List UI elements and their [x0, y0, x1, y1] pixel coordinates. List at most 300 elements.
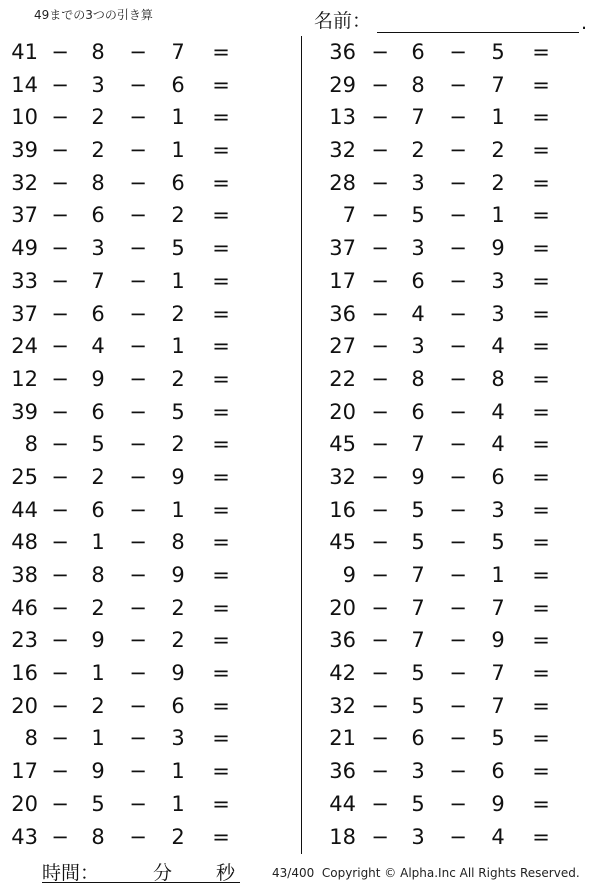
minus-sign: −	[129, 268, 147, 293]
minus-sign: −	[51, 203, 69, 228]
first-number: 16	[11, 661, 38, 686]
minus-sign: −	[371, 40, 389, 64]
equals-sign: =	[532, 170, 550, 195]
equals-sign: =	[532, 105, 550, 130]
equals-sign: =	[212, 236, 230, 261]
third-number: 7	[171, 40, 185, 64]
second-number: 5	[91, 791, 105, 816]
equals-sign: =	[212, 170, 230, 195]
problem-row	[320, 755, 600, 788]
second-number: 5	[411, 530, 425, 555]
third-number: 2	[171, 366, 185, 391]
minus-sign: −	[51, 824, 69, 849]
equals-sign: =	[532, 301, 550, 326]
third-number: 5	[171, 236, 185, 261]
third-number: 7	[491, 661, 505, 686]
minus-sign: −	[371, 105, 389, 130]
equals-sign: =	[532, 268, 550, 293]
third-number: 2	[171, 595, 185, 620]
first-number: 20	[329, 399, 356, 424]
equals-sign: =	[532, 791, 550, 816]
third-number: 3	[171, 726, 185, 751]
minus-sign: −	[129, 72, 147, 97]
first-number: 39	[11, 138, 38, 163]
second-number: 6	[411, 399, 425, 424]
minus-sign: −	[129, 236, 147, 261]
minus-sign: −	[371, 399, 389, 424]
second-number: 3	[411, 824, 425, 849]
minus-sign: −	[371, 595, 389, 620]
minus-sign: −	[129, 40, 147, 64]
third-number: 6	[171, 72, 185, 97]
minus-sign: −	[449, 726, 467, 751]
equals-sign: =	[532, 563, 550, 587]
third-number: 4	[491, 399, 505, 424]
second-number: 8	[411, 366, 425, 391]
first-number: 39	[11, 399, 38, 424]
minus-sign: −	[129, 759, 147, 784]
problem-row	[0, 330, 280, 363]
equals-sign: =	[212, 628, 230, 653]
minus-sign: −	[129, 334, 147, 359]
minus-sign: −	[129, 530, 147, 555]
minus-sign: −	[449, 497, 467, 522]
minus-sign: −	[51, 497, 69, 522]
problem-row	[0, 821, 280, 854]
minus-sign: −	[129, 661, 147, 686]
worksheet-title: 49までの3つの引き算	[34, 8, 153, 22]
first-number: 49	[11, 236, 38, 261]
second-number: 2	[411, 138, 425, 163]
problem-row	[320, 298, 600, 331]
problem-row	[0, 657, 280, 690]
problem-row	[0, 36, 280, 69]
second-number: 5	[411, 497, 425, 522]
minus-sign: −	[371, 824, 389, 849]
problem-row	[320, 363, 600, 396]
equals-sign: =	[532, 726, 550, 751]
time-label: 時間：	[42, 862, 100, 884]
problem-row	[0, 690, 280, 723]
problem-row	[320, 69, 600, 102]
minus-sign: −	[129, 726, 147, 751]
minus-sign: −	[51, 628, 69, 653]
problem-row	[320, 101, 600, 134]
second-number: 1	[91, 530, 105, 555]
second-number: 3	[411, 334, 425, 359]
first-number: 20	[11, 791, 38, 816]
first-number: 32	[329, 138, 356, 163]
equals-sign: =	[212, 563, 230, 587]
minus-sign: −	[371, 628, 389, 653]
equals-sign: =	[212, 464, 230, 489]
minus-sign: −	[449, 628, 467, 653]
second-number: 7	[411, 432, 425, 457]
first-number: 22	[329, 366, 356, 391]
first-number: 25	[11, 464, 38, 489]
minus-sign: −	[129, 693, 147, 718]
first-number: 18	[329, 824, 356, 849]
equals-sign: =	[532, 366, 550, 391]
third-number: 1	[171, 268, 185, 293]
second-number: 5	[411, 203, 425, 228]
minutes-label: 分	[153, 862, 173, 884]
minus-sign: −	[449, 105, 467, 130]
first-number: 44	[329, 791, 356, 816]
problem-row	[320, 134, 600, 167]
first-number: 36	[329, 40, 356, 64]
problem-row	[0, 722, 280, 755]
first-number: 12	[11, 366, 38, 391]
minus-sign: −	[371, 203, 389, 228]
second-number: 3	[411, 236, 425, 261]
third-number: 9	[171, 661, 185, 686]
problem-row	[0, 363, 280, 396]
minus-sign: −	[449, 268, 467, 293]
second-number: 2	[91, 105, 105, 130]
problem-row	[320, 232, 600, 265]
minus-sign: −	[449, 530, 467, 555]
problem-row	[0, 461, 280, 494]
problem-row	[320, 624, 600, 657]
problem-row	[320, 396, 600, 429]
equals-sign: =	[532, 464, 550, 489]
third-number: 1	[171, 759, 185, 784]
problem-row	[320, 167, 600, 200]
equals-sign: =	[532, 693, 550, 718]
equals-sign: =	[212, 366, 230, 391]
minus-sign: −	[371, 464, 389, 489]
problem-row	[320, 428, 600, 461]
second-number: 2	[91, 693, 105, 718]
third-number: 6	[491, 464, 505, 489]
first-number: 13	[329, 105, 356, 130]
third-number: 1	[171, 105, 185, 130]
third-number: 6	[171, 170, 185, 195]
first-number: 37	[11, 301, 38, 326]
minus-sign: −	[449, 301, 467, 326]
first-number: 10	[11, 105, 38, 130]
minus-sign: −	[51, 563, 69, 587]
first-number: 8	[24, 432, 38, 457]
minus-sign: −	[51, 399, 69, 424]
third-number: 2	[491, 170, 505, 195]
minus-sign: −	[449, 759, 467, 784]
problem-column-left	[0, 36, 280, 853]
first-number: 48	[11, 530, 38, 555]
minus-sign: −	[129, 628, 147, 653]
first-number: 45	[329, 432, 356, 457]
second-number: 2	[91, 464, 105, 489]
equals-sign: =	[212, 693, 230, 718]
minus-sign: −	[371, 693, 389, 718]
problem-row	[320, 526, 600, 559]
first-number: 21	[329, 726, 356, 751]
minus-sign: −	[371, 497, 389, 522]
second-number: 9	[91, 366, 105, 391]
minus-sign: −	[51, 464, 69, 489]
third-number: 1	[491, 203, 505, 228]
third-number: 6	[171, 693, 185, 718]
problem-row	[0, 624, 280, 657]
minus-sign: −	[371, 661, 389, 686]
second-number: 8	[91, 170, 105, 195]
third-number: 1	[171, 334, 185, 359]
problem-row	[0, 265, 280, 298]
name-end-dot: .	[581, 12, 588, 34]
minus-sign: −	[449, 693, 467, 718]
problem-column-right	[320, 36, 600, 853]
third-number: 9	[491, 628, 505, 653]
minus-sign: −	[51, 693, 69, 718]
equals-sign: =	[532, 399, 550, 424]
column-divider	[301, 36, 302, 854]
first-number: 14	[11, 72, 38, 97]
third-number: 5	[171, 399, 185, 424]
third-number: 3	[491, 268, 505, 293]
first-number: 37	[329, 236, 356, 261]
minus-sign: −	[51, 105, 69, 130]
third-number: 3	[491, 301, 505, 326]
first-number: 9	[342, 563, 356, 587]
second-number: 3	[411, 759, 425, 784]
second-number: 6	[411, 726, 425, 751]
minus-sign: −	[129, 464, 147, 489]
problem-row	[320, 265, 600, 298]
third-number: 4	[491, 432, 505, 457]
third-number: 9	[171, 464, 185, 489]
seconds-label: 秒	[216, 862, 236, 884]
problem-row	[0, 494, 280, 527]
third-number: 1	[171, 791, 185, 816]
problem-row	[320, 722, 600, 755]
equals-sign: =	[212, 203, 230, 228]
problem-row	[320, 821, 600, 854]
minus-sign: −	[129, 432, 147, 457]
third-number: 7	[491, 72, 505, 97]
minus-sign: −	[449, 399, 467, 424]
third-number: 6	[491, 759, 505, 784]
first-number: 17	[11, 759, 38, 784]
minus-sign: −	[51, 366, 69, 391]
minus-sign: −	[51, 268, 69, 293]
first-number: 7	[342, 203, 356, 228]
second-number: 1	[91, 661, 105, 686]
problem-row	[0, 559, 280, 592]
minus-sign: −	[51, 759, 69, 784]
first-number: 8	[24, 726, 38, 751]
third-number: 8	[491, 366, 505, 391]
equals-sign: =	[532, 759, 550, 784]
third-number: 1	[171, 138, 185, 163]
minus-sign: −	[129, 366, 147, 391]
second-number: 8	[91, 563, 105, 587]
minus-sign: −	[449, 40, 467, 64]
equals-sign: =	[532, 72, 550, 97]
problem-row	[320, 461, 600, 494]
minus-sign: −	[51, 791, 69, 816]
equals-sign: =	[212, 661, 230, 686]
third-number: 4	[491, 334, 505, 359]
first-number: 20	[11, 693, 38, 718]
second-number: 6	[91, 399, 105, 424]
name-blank[interactable]	[377, 12, 579, 33]
problem-row	[0, 232, 280, 265]
minus-sign: −	[449, 661, 467, 686]
name-field	[314, 6, 587, 33]
third-number: 2	[171, 203, 185, 228]
first-number: 23	[11, 628, 38, 653]
first-number: 32	[11, 170, 38, 195]
first-number: 43	[11, 824, 38, 849]
problem-row	[320, 36, 600, 69]
problem-row	[320, 690, 600, 723]
minus-sign: −	[129, 791, 147, 816]
minus-sign: −	[51, 530, 69, 555]
second-number: 3	[91, 236, 105, 261]
equals-sign: =	[212, 301, 230, 326]
minus-sign: −	[371, 759, 389, 784]
first-number: 41	[11, 40, 38, 64]
third-number: 8	[171, 530, 185, 555]
minus-sign: −	[449, 334, 467, 359]
first-number: 36	[329, 759, 356, 784]
problem-row	[320, 494, 600, 527]
minus-sign: −	[51, 334, 69, 359]
problem-row	[0, 199, 280, 232]
second-number: 8	[91, 40, 105, 64]
problem-row	[320, 788, 600, 821]
second-number: 7	[411, 628, 425, 653]
equals-sign: =	[212, 138, 230, 163]
third-number: 2	[171, 301, 185, 326]
minus-sign: −	[371, 432, 389, 457]
equals-sign: =	[532, 236, 550, 261]
first-number: 46	[11, 595, 38, 620]
equals-sign: =	[212, 268, 230, 293]
equals-sign: =	[212, 334, 230, 359]
first-number: 24	[11, 334, 38, 359]
second-number: 5	[411, 693, 425, 718]
third-number: 2	[171, 432, 185, 457]
minus-sign: −	[371, 170, 389, 195]
second-number: 6	[411, 40, 425, 64]
page-number: 43/400	[272, 866, 315, 880]
problem-row	[0, 69, 280, 102]
first-number: 36	[329, 301, 356, 326]
minus-sign: −	[51, 236, 69, 261]
third-number: 5	[491, 530, 505, 555]
second-number: 5	[91, 432, 105, 457]
second-number: 3	[411, 170, 425, 195]
minus-sign: −	[51, 726, 69, 751]
footer-copyright	[272, 866, 580, 880]
second-number: 5	[411, 661, 425, 686]
third-number: 7	[491, 693, 505, 718]
problem-row	[0, 134, 280, 167]
minus-sign: −	[449, 595, 467, 620]
third-number: 2	[171, 824, 185, 849]
second-number: 2	[91, 138, 105, 163]
problem-row	[0, 101, 280, 134]
equals-sign: =	[532, 824, 550, 849]
problem-row	[0, 592, 280, 625]
minus-sign: −	[371, 138, 389, 163]
problem-row	[320, 330, 600, 363]
third-number: 1	[491, 105, 505, 130]
equals-sign: =	[212, 399, 230, 424]
first-number: 32	[329, 693, 356, 718]
first-number: 32	[329, 464, 356, 489]
first-number: 36	[329, 628, 356, 653]
equals-sign: =	[212, 72, 230, 97]
second-number: 7	[411, 105, 425, 130]
second-number: 6	[91, 497, 105, 522]
third-number: 5	[491, 726, 505, 751]
minus-sign: −	[51, 595, 69, 620]
second-number: 6	[411, 268, 425, 293]
minus-sign: −	[449, 791, 467, 816]
minus-sign: −	[129, 824, 147, 849]
problem-row	[0, 526, 280, 559]
third-number: 2	[491, 138, 505, 163]
third-number: 9	[491, 236, 505, 261]
second-number: 3	[91, 72, 105, 97]
second-number: 7	[91, 268, 105, 293]
problem-row	[0, 167, 280, 200]
problem-row	[0, 755, 280, 788]
equals-sign: =	[532, 530, 550, 555]
second-number: 9	[91, 628, 105, 653]
equals-sign: =	[532, 138, 550, 163]
minus-sign: −	[371, 726, 389, 751]
second-number: 5	[411, 791, 425, 816]
first-number: 33	[11, 268, 38, 293]
first-number: 28	[329, 170, 356, 195]
equals-sign: =	[532, 40, 550, 64]
first-number: 45	[329, 530, 356, 555]
equals-sign: =	[212, 40, 230, 64]
minus-sign: −	[449, 170, 467, 195]
equals-sign: =	[212, 791, 230, 816]
problem-row	[0, 298, 280, 331]
third-number: 5	[491, 40, 505, 64]
first-number: 38	[11, 563, 38, 587]
minus-sign: −	[129, 138, 147, 163]
first-number: 44	[11, 497, 38, 522]
minus-sign: −	[51, 72, 69, 97]
first-number: 20	[329, 595, 356, 620]
minus-sign: −	[449, 366, 467, 391]
minus-sign: −	[449, 236, 467, 261]
equals-sign: =	[212, 726, 230, 751]
third-number: 3	[491, 497, 505, 522]
minus-sign: −	[371, 72, 389, 97]
minus-sign: −	[371, 563, 389, 587]
third-number: 9	[171, 563, 185, 587]
equals-sign: =	[212, 530, 230, 555]
name-label: 名前：	[314, 10, 372, 32]
equals-sign: =	[212, 497, 230, 522]
minus-sign: −	[449, 464, 467, 489]
minus-sign: −	[371, 366, 389, 391]
equals-sign: =	[532, 497, 550, 522]
minus-sign: −	[371, 268, 389, 293]
third-number: 1	[491, 563, 505, 587]
equals-sign: =	[212, 105, 230, 130]
copyright-text: Copyright © Alpha.Inc All Rights Reserved.	[321, 866, 580, 880]
equals-sign: =	[212, 824, 230, 849]
